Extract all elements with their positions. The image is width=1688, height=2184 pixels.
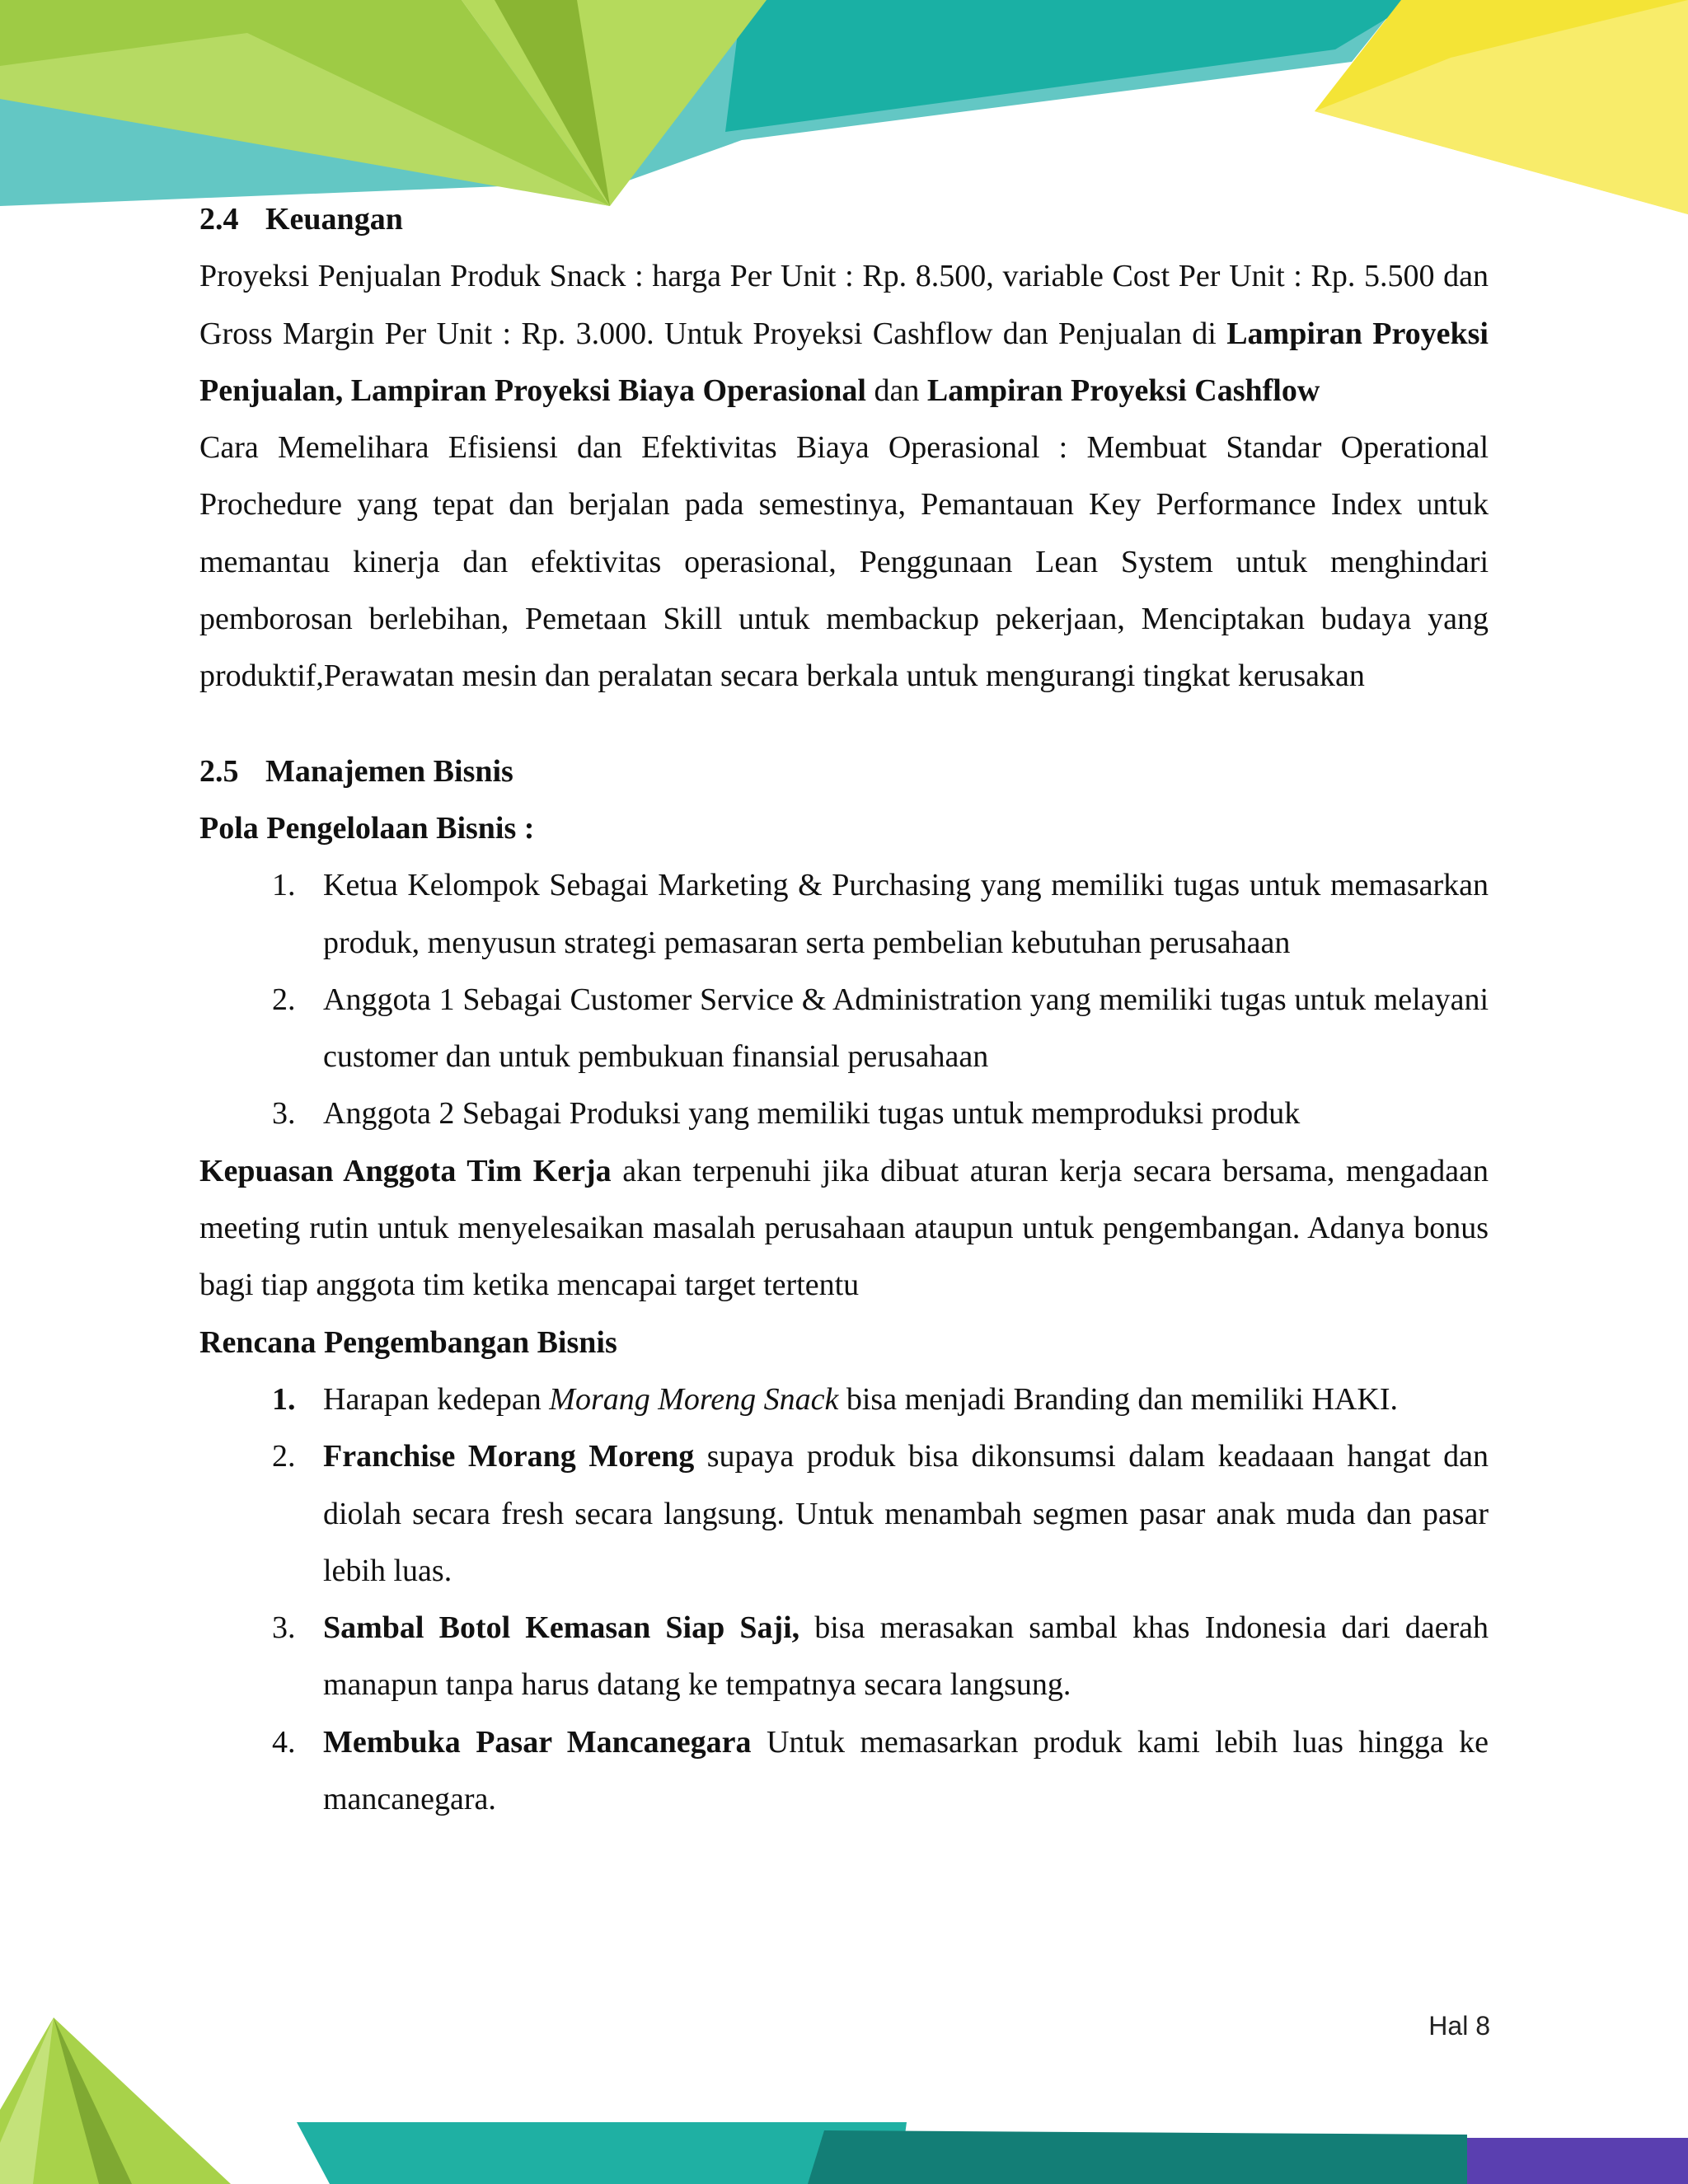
subheading-pola-pengelolaan: Pola Pengelolaan Bisnis : — [199, 810, 535, 846]
text-run: bisa merasakan sambal khas Indonesia dari daerah manapun tanpa harus datang ke tempatnya secara langsung. — [323, 1610, 1489, 1703]
section-title: Keuangan — [265, 202, 403, 237]
subheading-rencana-pengembangan: Rencana Pengembangan Bisnis — [199, 1324, 617, 1360]
bold-run: Lampiran Proyeksi Cashflow — [926, 373, 1320, 408]
paragraph-proyeksi-penjualan — [199, 248, 1489, 419]
bottom-purple-block — [1467, 2138, 1688, 2184]
bottom-dark-teal-band — [808, 2130, 1467, 2184]
section-spacer — [199, 705, 1489, 743]
bottom-decoration — [0, 2018, 1688, 2184]
text-run: dan — [865, 373, 927, 408]
list-text: Anggota 2 Sebagai Produksi yang memiliki tugas untuk memproduksi produk — [323, 1096, 1301, 1132]
bold-run: Sambal Botol Kemasan Siap Saji, — [323, 1610, 800, 1646]
list-text: Anggota 1 Sebagai Customer Service & Administration yang memiliki tugas untuk melayani customer dan untuk pembukuan finansial perusahaan — [323, 982, 1489, 1075]
text-run: Proyeksi Penjualan Produk Snack : harga Per Unit : Rp. 8.500, variable Cost Per Unit : Rp. 5.500 dan Gross Margin Per Unit : Rp. 3.000. Untuk Proyeksi Cashflow dan Penjualan di — [199, 259, 1489, 351]
section-number: 2.5 — [199, 753, 239, 789]
paragraph-kepuasan — [199, 1143, 1489, 1315]
list-number: 2. — [272, 982, 296, 1017]
list-item — [199, 1428, 1489, 1600]
page-number: Hal 8 — [1428, 2011, 1490, 2041]
bold-run: Lampiran Proyeksi Penjualan, Lampiran Proyeksi Biaya Operasional — [199, 316, 1489, 408]
text-run: Harapan kedepan — [323, 1381, 550, 1417]
list-item — [199, 1085, 1489, 1142]
list-number: 4. — [272, 1724, 296, 1760]
bold-run: Franchise Morang Moreng — [323, 1439, 695, 1474]
text-run: Untuk memasarkan produk kami lebih luas hingga ke mancanegara. — [323, 1724, 1489, 1817]
page-content — [199, 191, 1489, 1828]
list-number: 1. — [272, 1381, 296, 1417]
section-title: Manajemen Bisnis — [265, 753, 513, 789]
bold-run: Kepuasan Anggota Tim Kerja — [199, 1153, 612, 1188]
list-number: 1. — [272, 868, 296, 903]
list-item — [199, 972, 1489, 1086]
list-number: 3. — [272, 1610, 296, 1646]
text-run: akan terpenuhi jika dibuat aturan kerja secara bersama, mengadaan meeting rutin untuk menyelesaikan masalah perusahaan ataupun untuk pengembangan. Adanya bonus bagi tiap anggota tim ketika mencapai target tertentu — [199, 1153, 1489, 1303]
paragraph-efisiensi: Cara Memelihara Efisiensi dan Efektivitas Biaya Operasional : Membuat Standar Operational Prochedure yang tepat dan berjalan pada semestinya, Pemantauan Key Performance Index untuk memantau kinerja dan efektivitas operasional, Penggunaan Lean System untuk menghindari pemborosan berlebihan, Pemetaan Skill untuk membackup pekerjaan, Menciptakan budaya yang produktif,Perawatan mesin dan peralatan secara berkala untuk mengurangi tingkat kerusakan — [199, 430, 1489, 694]
section-heading-keuangan — [199, 191, 1489, 248]
list-number: 2. — [272, 1439, 296, 1474]
text-run: supaya produk bisa dikonsumsi dalam keadaaan hangat dan diolah secara fresh secara langsung. Untuk menambah segmen pasar anak muda dan pasar lebih luas. — [323, 1439, 1489, 1588]
top-decoration — [0, 0, 1688, 214]
list-item — [199, 1600, 1489, 1714]
list-item — [199, 857, 1489, 972]
italic-run: Morang Moreng Snack — [549, 1381, 839, 1417]
list-item — [199, 1371, 1489, 1428]
section-heading-manajemen — [199, 743, 1489, 800]
list-text: Ketua Kelompok Sebagai Marketing & Purchasing yang memiliki tugas untuk memasarkan produk, menyusun strategi pemasaran serta pembelian kebutuhan perusahaan — [323, 868, 1489, 960]
list-number: 3. — [272, 1096, 296, 1132]
section-number: 2.4 — [199, 202, 239, 237]
list-item — [199, 1714, 1489, 1829]
text-run: bisa menjadi Branding dan memiliki HAKI. — [838, 1381, 1398, 1417]
bold-run: Membuka Pasar Mancanegara — [323, 1724, 752, 1760]
